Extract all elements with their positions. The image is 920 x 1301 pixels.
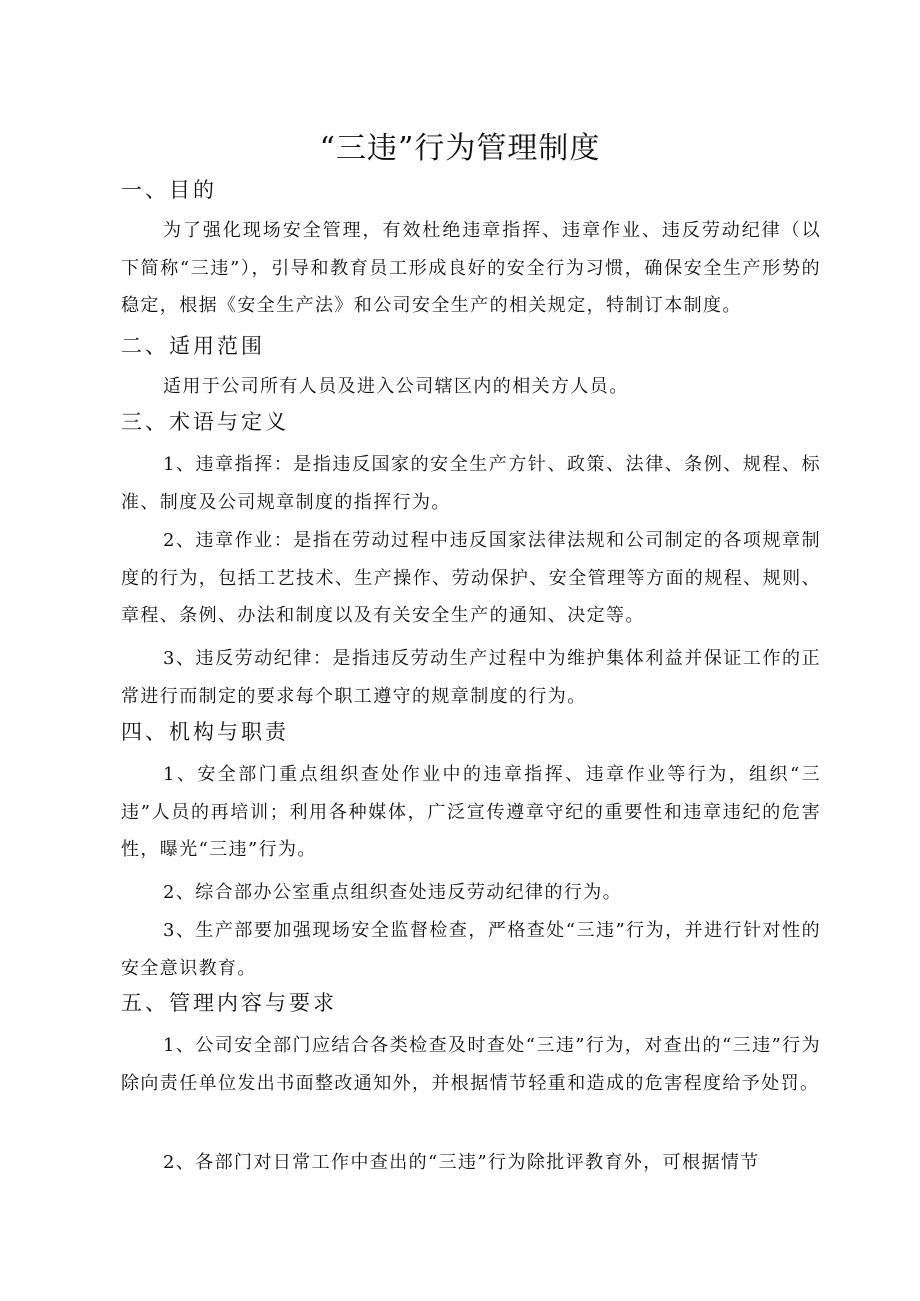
paragraph-definition-3: 3、违反劳动纪律：是指违反劳动生产过程中为维护集体利益并保证工作的正常进行而制定的要求每个职工遵守的规章制度的行为。: [121, 648, 821, 707]
paragraph-requirement-2: 2、各部门对日常工作中查出的“三违”行为除批评教育外，可根据情节: [163, 1152, 760, 1173]
paragraph-definition-1: 1、违章指挥：是指违反国家的安全生产方针、政策、法律、条例、规程、标准、制度及公司规章制度的指挥行为。: [121, 454, 821, 513]
paragraph-definition-2: 2、违章作业：是指在劳动过程中违反国家法律法规和公司制定的各项规章制度的行为，包括工艺技术、生产操作、劳动保护、安全管理等方面的规程、规则、章程、条例、办法和制度以及有关安全生产的通知、决定等。: [121, 530, 821, 626]
section-heading-responsibilities: 四、机构与职责: [121, 720, 289, 744]
paragraph-purpose: 为了强化现场安全管理，有效杜绝违章指挥、违章作业、违反劳动纪律（以下简称“三违”），引导和教育员工形成良好的安全行为习惯，确保安全生产形势的稳定，根据《安全生产法》和公司安全生产的相关规定，特制订本制度。: [121, 220, 821, 316]
document-title: “三违”行为管理制度: [319, 131, 601, 166]
section-heading-scope: 二、适用范围: [121, 334, 265, 358]
paragraph-scope: 适用于公司所有人员及进入公司辖区内的相关方人员。: [163, 376, 629, 397]
paragraph-requirement-1: 1、公司安全部门应结合各类检查及时查处“三违”行为，对查出的“三违”行为除向责任单位发出书面整改通知外，并根据情节轻重和造成的危害程度给予处罚。: [121, 1035, 821, 1094]
paragraph-responsibility-1: 1、安全部门重点组织查处作业中的违章指挥、违章作业等行为，组织“三违”人员的再培训；利用各种媒体，广泛宣传遵章守纪的重要性和违章违纪的危害性，曝光“三违”行为。: [121, 764, 821, 860]
section-heading-purpose: 一、目的: [121, 178, 217, 202]
paragraph-responsibility-2: 2、综合部办公室重点组织查处违反劳动纪律的行为。: [163, 882, 623, 903]
section-heading-definitions: 三、术语与定义: [121, 410, 289, 434]
paragraph-responsibility-3: 3、生产部要加强现场安全监督检查，严格查处“三违”行为，并进行针对性的安全意识教育。: [121, 920, 821, 979]
section-heading-requirements: 五、管理内容与要求: [121, 991, 337, 1015]
